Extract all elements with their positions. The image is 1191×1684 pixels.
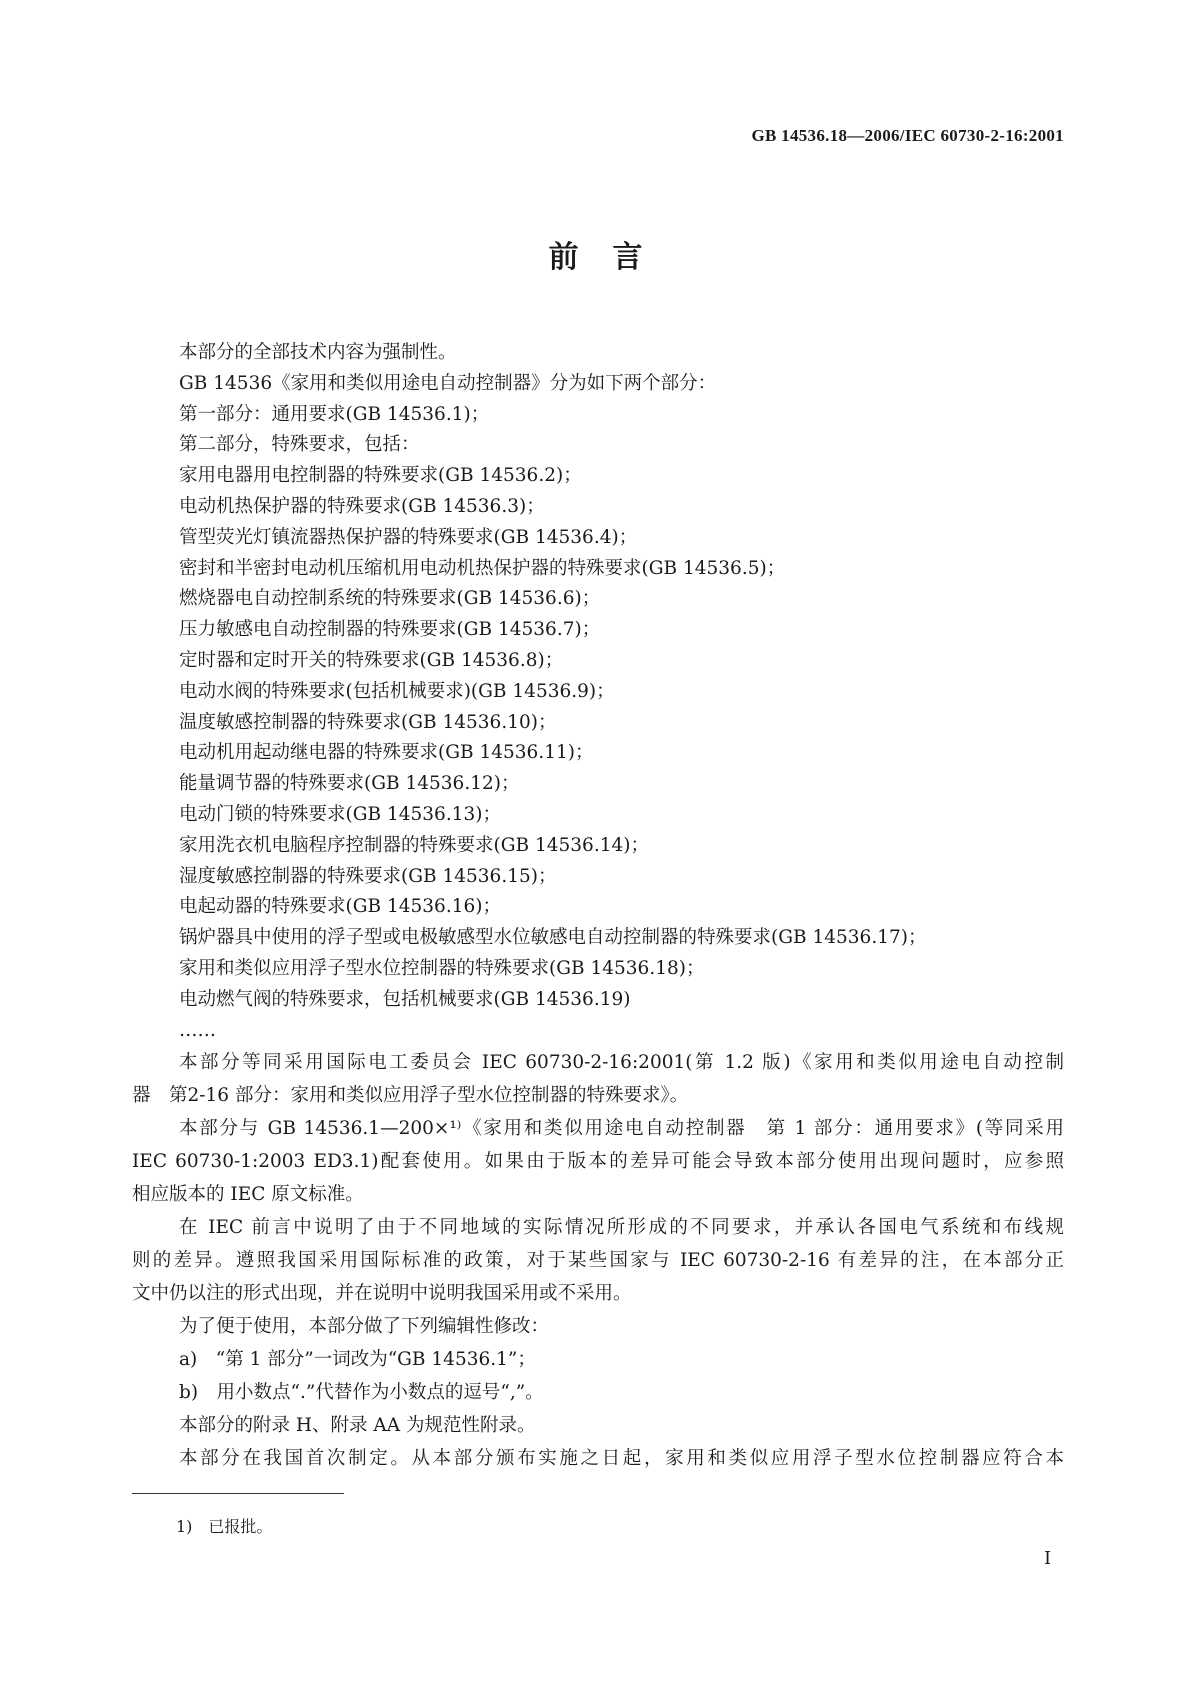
paragraph-line: 相应版本的 IEC 原文标准。 [132, 1184, 364, 1206]
list-item: 燃烧器电自动控制系统的特殊要求(GB 14536.6)； [179, 588, 601, 610]
list-item: 家用洗衣机电脑程序控制器的特殊要求(GB 14536.14)； [179, 834, 649, 856]
list-item: 本部分的全部技术内容为强制性。 [179, 342, 457, 363]
list-item: 能量调节器的特殊要求(GB 14536.12)； [179, 773, 520, 795]
footnote-divider [132, 1493, 344, 1494]
paragraph-line: a) “第 1 部分”一词改为“GB 14536.1”； [179, 1349, 536, 1371]
list-item: 电动门锁的特殊要求(GB 14536.13)； [179, 803, 501, 825]
list-item: 压力敏感电自动控制器的特殊要求(GB 14536.7)； [179, 619, 601, 641]
list-item: 电动燃气阀的特殊要求，包括机械要求(GB 14536.19) [179, 988, 631, 1010]
document-header: GB 14536.18—2006/IEC 60730-2-16:2001 [751, 126, 1064, 145]
page-title: 前言 [548, 240, 677, 275]
paragraph-line: 在 IEC 前言中说明了由于不同地域的实际情况所形成的不同要求，并承认各国电气系统和布线规 [179, 1217, 1064, 1239]
list-item: 电动机用起动继电器的特殊要求(GB 14536.11)； [179, 742, 594, 764]
list-item: 温度敏感控制器的特殊要求(GB 14536.10)； [179, 711, 557, 733]
paragraph-line: 文中仍以注的形式出现，并在说明中说明我国采用或不采用。 [132, 1283, 632, 1305]
paragraph-line: 器 第2-16 部分：家用和类似应用浮子型水位控制器的特殊要求》。 [132, 1085, 689, 1107]
paragraph-line: 为了便于使用，本部分做了下列编辑性修改： [179, 1316, 550, 1338]
list-item: 家用和类似应用浮子型水位控制器的特殊要求(GB 14536.18)； [179, 957, 705, 979]
paragraph-line: 本部分在我国首次制定。从本部分颁布实施之日起，家用和类似应用浮子型水位控制器应符合本 [179, 1448, 1064, 1470]
list-item: GB 14536《家用和类似用途电自动控制器》分为如下两个部分： [179, 372, 717, 394]
paragraph-line: b) 用小数点“.”代替作为小数点的逗号“,”。 [179, 1382, 544, 1404]
list-item: 电起动器的特殊要求(GB 14536.16)； [179, 896, 501, 918]
paragraph-line: 本部分等同采用国际电工委员会 IEC 60730-2-16:2001(第 1.2 版)《家用和类似用途电自动控制 [179, 1052, 1064, 1074]
list-item: 密封和半密封电动机压缩机用电动机热保护器的特殊要求(GB 14536.5)； [179, 557, 786, 579]
list-item: 电动机热保护器的特殊要求(GB 14536.3)； [179, 495, 545, 517]
list-item: …… [179, 1019, 216, 1041]
list-item: 电动水阀的特殊要求(包括机械要求)(GB 14536.9)； [179, 680, 615, 702]
preface-paragraphs [132, 1046, 1064, 1475]
page-number: I [1044, 1548, 1052, 1569]
paragraph-line: IEC 60730-1:2003 ED3.1)配套使用。如果由于版本的差异可能会导致本部分使用出现问题时，应参照 [132, 1151, 1064, 1173]
list-item: 管型荧光灯镇流器热保护器的特殊要求(GB 14536.4)； [179, 526, 638, 548]
document-body [132, 338, 1064, 1475]
list-item: 家用电器用电控制器的特殊要求(GB 14536.2)； [179, 465, 582, 487]
list-item: 定时器和定时开关的特殊要求(GB 14536.8)； [179, 649, 564, 671]
list-item: 第一部分：通用要求(GB 14536.1)； [179, 403, 490, 425]
paragraph-line: 则的差异。遵照我国采用国际标准的政策，对于某些国家与 IEC 60730-2-16 有差异的注，在本部分正 [132, 1250, 1064, 1272]
list-item: 湿度敏感控制器的特殊要求(GB 14536.15)； [179, 865, 557, 887]
paragraph-line: 本部分的附录 H、附录 AA 为规范性附录。 [179, 1415, 536, 1437]
list-item: 第二部分，特殊要求，包括： [179, 434, 420, 456]
footnote: 1) 已报批。 [176, 1517, 273, 1536]
paragraph-line: 本部分与 GB 14536.1—200×¹⁾《家用和类似用途电自动控制器 第 1 部分：通用要求》(等同采用 [179, 1118, 1064, 1140]
parts-list [132, 338, 1064, 1046]
list-item: 锅炉器具中使用的浮子型或电极敏感型水位敏感电自动控制器的特殊要求(GB 14536.17)； [179, 927, 927, 949]
